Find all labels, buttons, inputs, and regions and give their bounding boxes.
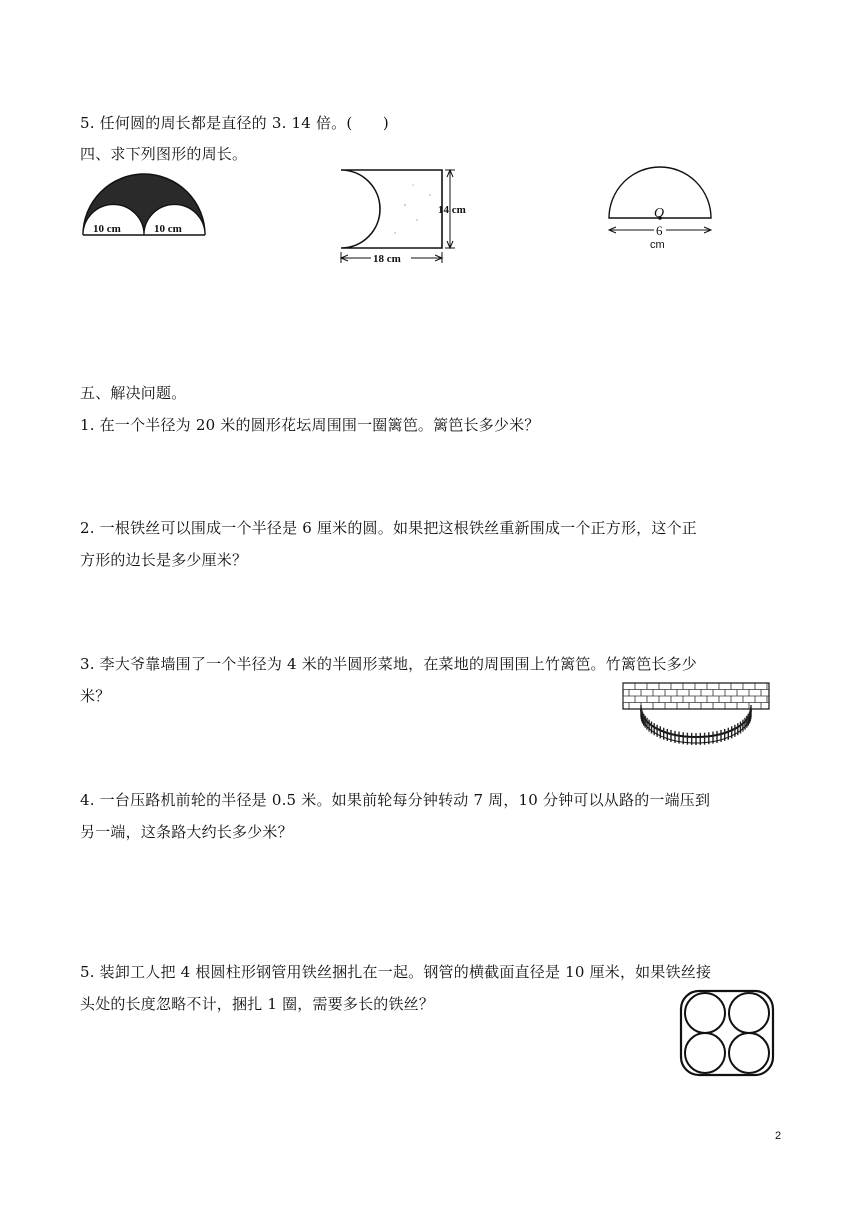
figure-wall-fence: [623, 683, 773, 753]
diameter-unit-label: cm: [650, 239, 665, 251]
problem-2-line-1: 2. 一根铁丝可以围成一个半径是 6 厘米的圆。如果把这根铁丝重新围成一个正方形，这个正: [80, 519, 697, 537]
problem-4-line-2: 另一端，这条路大约长多少米？: [80, 823, 293, 841]
problem-3-line-2: 米？: [80, 687, 111, 705]
diameter-label: 6: [656, 223, 663, 238]
figure-four-pipes: [678, 988, 778, 1078]
fig2-width-label: 18 cm: [373, 253, 401, 265]
figure-rectangle-notch: [335, 165, 485, 265]
fig2-height-label: 14 cm: [438, 204, 466, 216]
problem-5-line-1: 5. 装卸工人把 4 根圆柱形钢管用铁丝捆扎在一起。钢管的横截面直径是 10 厘米，如果铁丝接: [80, 963, 712, 981]
section-4-heading: 四、求下列图形的周长。: [80, 145, 248, 163]
center-label-o: O: [654, 206, 665, 221]
problem-2-line-2: 方形的边长是多少厘米？: [80, 551, 248, 569]
problem-4-line-1: 4. 一台压路机前轮的半径是 0.5 米。如果前轮每分钟转动 7 周，10 分钟可以从路的一端压到: [80, 791, 711, 809]
problem-1: 1. 在一个半径为 20 米的圆形花坛周围围一圈篱笆。篱笆长多少米？: [80, 416, 540, 434]
problem-5-line-2: 头处的长度忽略不计，捆扎 1 圈，需要多长的铁丝？: [80, 995, 435, 1013]
fig1-label-right: 10 cm: [154, 223, 182, 235]
true-false-item-5: 5. 任何圆的周长都是直径的 3. 14 倍。( ): [80, 114, 389, 132]
fig1-label-left: 10 cm: [93, 223, 121, 235]
problem-3-line-1: 3. 李大爷靠墙围了一个半径为 4 米的半圆形菜地，在菜地的周围围上竹篱笆。竹篱笆长多少: [80, 655, 697, 673]
section-5-heading: 五、解决问题。: [80, 384, 187, 402]
figure-semicircle-shaded: [80, 168, 210, 240]
page-number: 2: [775, 1130, 782, 1142]
figure-semicircle: [605, 170, 715, 255]
